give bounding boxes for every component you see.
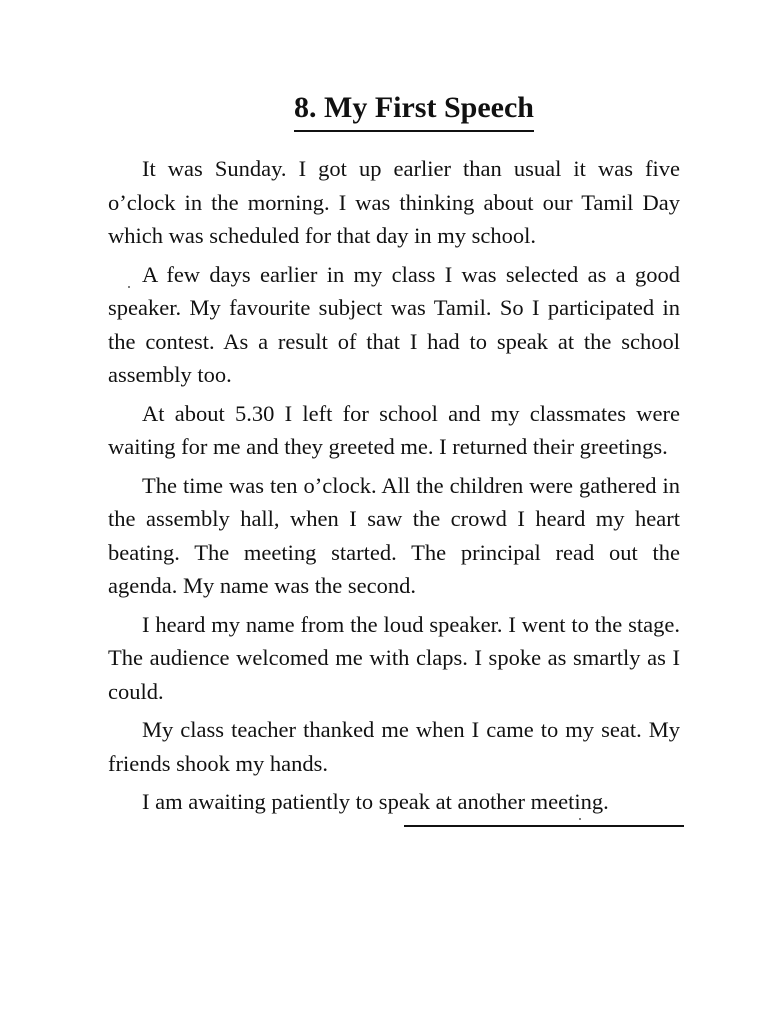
paragraph-4: The time was ten o’clock. All the children were gathered in the assembly hall, when I saw the crowd I heard my heart beating. The meeting started. The principal read out the agenda. My name was the second. — [108, 472, 680, 598]
page-title — [108, 88, 680, 132]
paragraph-6: My class teacher thanked me when I came to my seat. My friends shook my hands. — [108, 717, 680, 776]
title-text: 8. My First Speech — [294, 88, 534, 132]
document-page — [108, 88, 680, 824]
scan-speck — [579, 818, 581, 820]
paragraph-1: It was Sunday. I got up earlier than usual it was five o’clock in the morning. I was thinking about our Tamil Day which was scheduled for that day in my school. — [108, 156, 680, 248]
paragraph-7: I am awaiting patiently to speak at another meeting. — [142, 789, 609, 814]
paragraph-3: At about 5.30 I left for school and my classmates were waiting for me and they greeted me. I returned their greetings. — [108, 400, 680, 459]
closing-underline — [404, 825, 684, 827]
paragraph-5: I heard my name from the loud speaker. I went to the stage. The audience welcomed me with claps. I spoke as smartly as I could. — [108, 611, 680, 704]
scan-speck — [128, 286, 130, 288]
paragraph-2: A few days earlier in my class I was selected as a good speaker. My favourite subject was Tamil. So I participated in the contest. As a result of that I had to speak at the school assembly too. — [108, 261, 680, 387]
closing-paragraph-wrapper — [108, 785, 680, 819]
